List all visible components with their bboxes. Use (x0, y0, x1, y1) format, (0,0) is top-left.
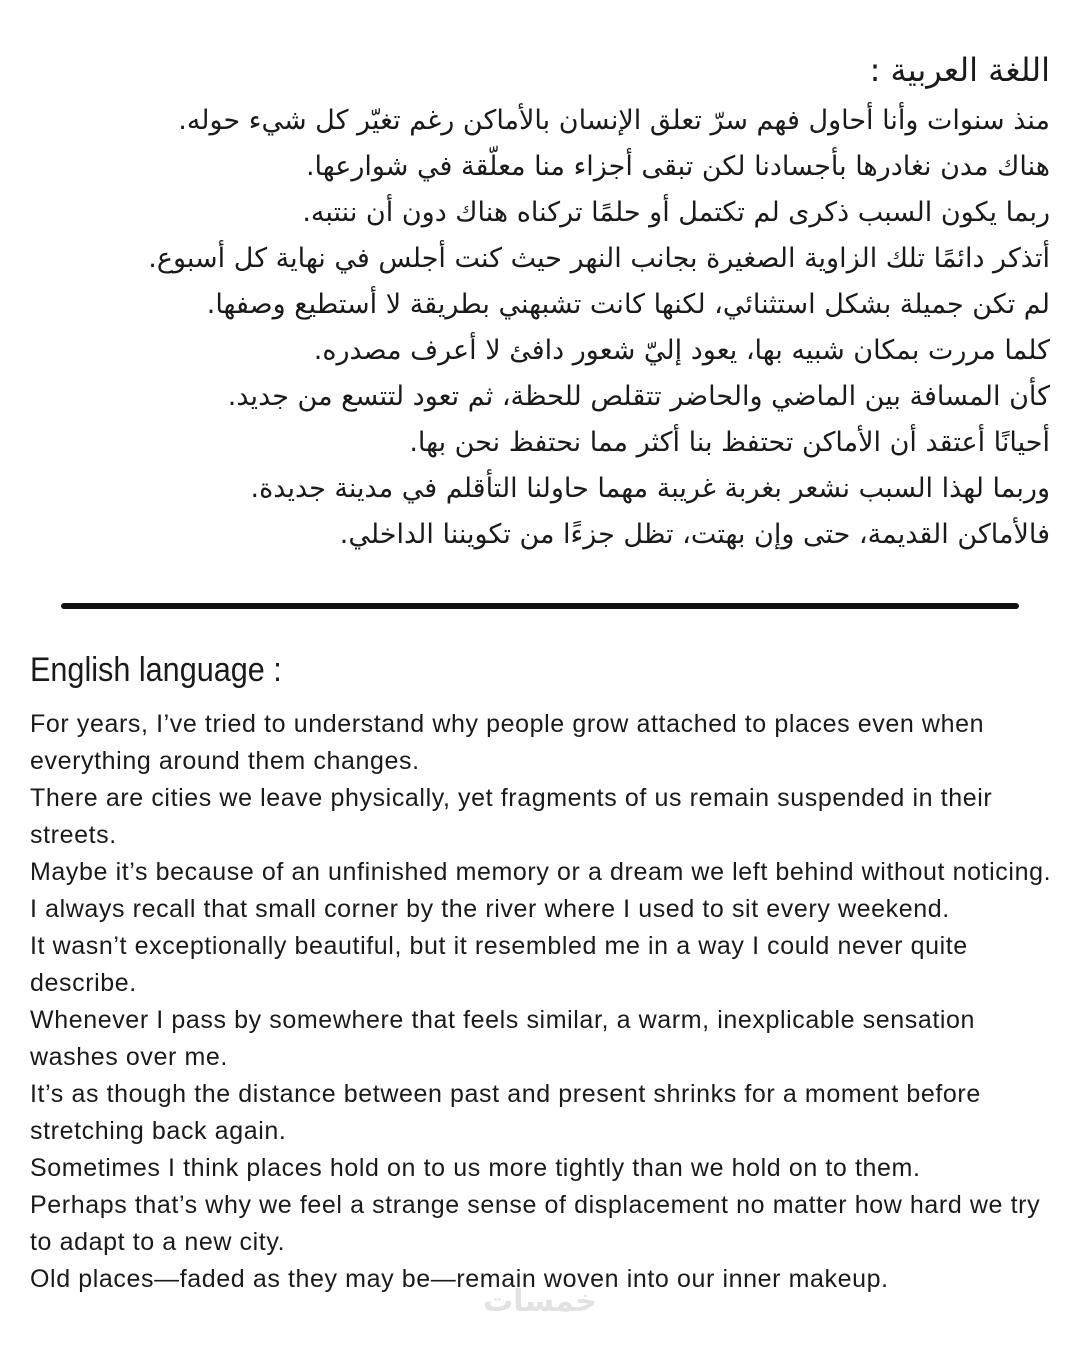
arabic-line: أحيانًا أعتقد أن الأماكن تحتفظ بنا أكثر مما نحتفظ نحن بها. (409, 427, 1050, 458)
watermark-logo: خمسات (483, 1284, 597, 1319)
arabic-line: منذ سنوات وأنا أحاول فهم سرّ تعلق الإنسان بالأماكن رغم تغيّر كل شيء حوله. (178, 105, 1050, 136)
english-line: Sometimes I think places hold on to us more tightly than we hold on to them. (30, 1154, 921, 1182)
arabic-line: لم تكن جميلة بشكل استثنائي، لكنها كانت تشبهني بطريقة لا أستطيع وصفها. (206, 289, 1050, 320)
section-divider (61, 603, 1019, 609)
arabic-paragraph (50, 98, 1050, 558)
arabic-line: كلما مررت بمكان شبيه بها، يعود إليّ شعور دافئ لا أعرف مصدره. (313, 335, 1050, 366)
english-line: Maybe it’s because of an unfinished memory or a dream we left behind without noticing. (30, 858, 1052, 886)
arabic-line: فالأماكن القديمة، حتى وإن بهتت، تظل جزءًا من تكويننا الداخلي. (339, 519, 1050, 550)
english-paragraph (30, 706, 1060, 1298)
english-line: It’s as though the distance between past and present shrinks for a moment before stretching back again. (30, 1080, 981, 1145)
arabic-line: ربما يكون السبب ذكرى لم تكتمل أو حلمًا تركناه هناك دون أن ننتبه. (302, 197, 1050, 228)
arabic-heading: اللغة العربية : (869, 51, 1050, 89)
english-line: Old places—faded as they may be—remain woven into our inner makeup. (30, 1265, 889, 1293)
english-line: There are cities we leave physically, yet fragments of us remain suspended in their streets. (30, 784, 993, 849)
english-section (30, 648, 1060, 1298)
arabic-line: أتذكر دائمًا تلك الزاوية الصغيرة بجانب النهر حيث كنت أجلس في نهاية كل أسبوع. (148, 243, 1050, 274)
english-line: Perhaps that’s why we feel a strange sense of displacement no matter how hard we try to adapt to a new city. (30, 1191, 1041, 1256)
english-line: For years, I’ve tried to understand why people grow attached to places even when everything around them changes. (30, 710, 985, 775)
english-line: It wasn’t exceptionally beautiful, but it resembled me in a way I could never quite describe. (30, 932, 968, 997)
arabic-section (50, 48, 1050, 558)
arabic-line: وربما لهذا السبب نشعر بغربة غريبة مهما حاولنا التأقلم في مدينة جديدة. (250, 473, 1050, 504)
arabic-line: هناك مدن نغادرها بأجسادنا لكن تبقى أجزاء منا معلّقة في شوارعها. (305, 151, 1050, 182)
arabic-line: كأن المسافة بين الماضي والحاضر تتقلص للحظة، ثم تعود لتتسع من جديد. (227, 381, 1050, 412)
english-line: Whenever I pass by somewhere that feels similar, a warm, inexplicable sensation washes over me. (30, 1006, 976, 1071)
english-line: I always recall that small corner by the river where I used to sit every weekend. (30, 895, 950, 923)
english-heading: English language : (30, 651, 282, 689)
